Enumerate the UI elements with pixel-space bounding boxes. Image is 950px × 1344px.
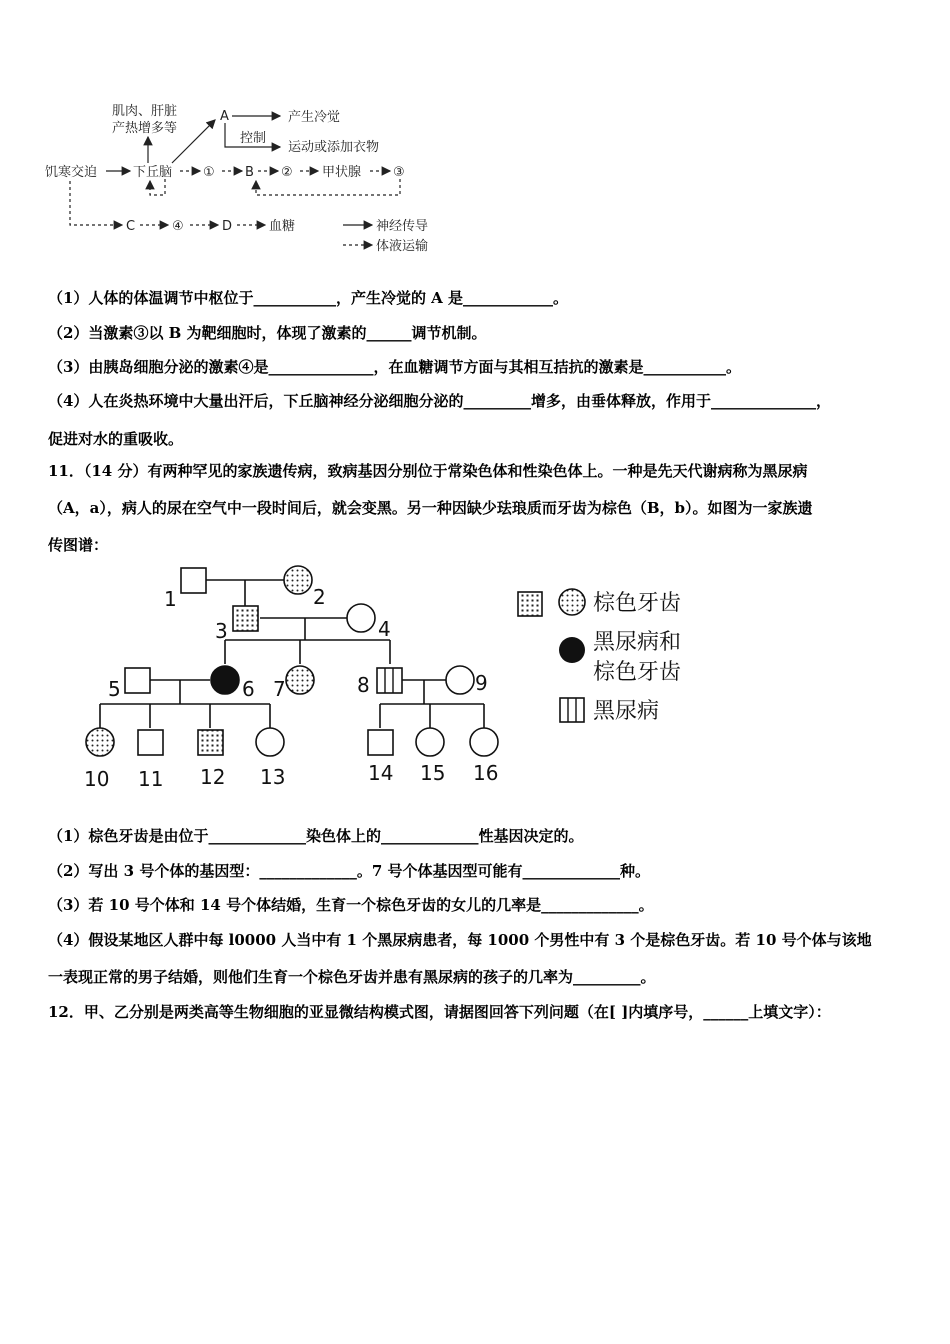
legend-alkaptonuria-symbol bbox=[560, 698, 584, 722]
hypothalamus-label: 下丘脑 bbox=[133, 165, 173, 180]
q10-line-5: 促进对水的重吸收。 bbox=[48, 430, 184, 448]
circle-2: ② bbox=[281, 165, 293, 180]
feedback-arrow bbox=[256, 179, 400, 195]
label-2: 2 bbox=[313, 585, 326, 609]
node-b: B bbox=[245, 165, 254, 180]
q11-intro-3: 传图谱： bbox=[48, 536, 109, 554]
label-4: 4 bbox=[378, 617, 391, 641]
individual-7 bbox=[286, 666, 314, 694]
label-13: 13 bbox=[260, 765, 286, 789]
label-7: 7 bbox=[273, 677, 286, 701]
q11-sub-3: （3）若 10 号个体和 14 号个体结婚，生育一个棕色牙齿的女儿的几率是_____________。 bbox=[48, 896, 654, 914]
q10-line-2: （2）当激素③以 B 为靶细胞时，体现了激素的______调节机制。 bbox=[48, 324, 487, 342]
label-9: 9 bbox=[475, 671, 488, 695]
individual-13 bbox=[256, 728, 284, 756]
q11-sub-4a: （4）假设某地区人群中每 l0000 人当中有 1 个黑尿病患者，每 1000 个男性中有 3 个是棕色牙齿。若 10 号个体与该地 bbox=[48, 931, 872, 949]
muscle-liver-label: 肌肉、肝脏 bbox=[112, 104, 178, 119]
cold-feeling-label: 产生冷觉 bbox=[288, 110, 341, 125]
label-15: 15 bbox=[420, 761, 446, 785]
individual-11 bbox=[138, 730, 163, 755]
node-a: A bbox=[220, 109, 229, 124]
q10-line-3: （3）由胰岛细胞分泌的激素④是______________，在血糖调节方面与其相互拮抗的激素是___________。 bbox=[48, 358, 741, 376]
individual-16 bbox=[470, 728, 498, 756]
circle-3: ③ bbox=[393, 165, 405, 180]
label-6: 6 bbox=[242, 677, 255, 701]
individual-9 bbox=[446, 666, 474, 694]
q10-line-1: （1）人体的体温调节中枢位于___________，产生冷觉的 A 是____________。 bbox=[48, 289, 569, 307]
label-3: 3 bbox=[215, 619, 228, 643]
circle-4: ④ bbox=[172, 219, 184, 234]
individual-6 bbox=[211, 666, 239, 694]
blood-sugar-label: 血糖 bbox=[269, 219, 296, 234]
legend-both-symbol bbox=[559, 637, 585, 663]
label-1: 1 bbox=[164, 587, 177, 611]
label-11: 11 bbox=[138, 767, 164, 791]
individual-8 bbox=[377, 668, 402, 693]
node-c: C bbox=[126, 219, 136, 234]
label-8: 8 bbox=[357, 673, 370, 697]
individual-12 bbox=[198, 730, 223, 755]
thyroid-label: 甲状腺 bbox=[322, 165, 362, 180]
legend-both-label-1: 黑尿病和 bbox=[593, 630, 682, 655]
individual-15 bbox=[416, 728, 444, 756]
node-d: D bbox=[222, 219, 233, 234]
legend-brown-female-symbol bbox=[559, 589, 585, 615]
cold-stress-label: 饥寒交迫 bbox=[45, 165, 98, 180]
label-10: 10 bbox=[84, 767, 110, 791]
legend-alkaptonuria-label: 黑尿病 bbox=[593, 699, 660, 724]
label-12: 12 bbox=[200, 765, 226, 789]
q11-sub-4b: 一表现正常的男子结婚，则他们生育一个棕色牙齿并患有黑尿病的孩子的几率为_________。 bbox=[48, 968, 656, 986]
exercise-clothes-label: 运动或添加衣物 bbox=[288, 140, 380, 155]
individual-1 bbox=[181, 568, 206, 593]
individual-10 bbox=[86, 728, 114, 756]
individual-3 bbox=[233, 606, 258, 631]
q11-sub-1: （1）棕色牙齿是由位于_____________染色体上的_____________性基因决定的。 bbox=[48, 827, 584, 845]
q10-line-4: （4）人在炎热环境中大量出汗后，下丘脑神经分泌细胞分泌的_________增多，由垂体释放，作用于______________， bbox=[48, 392, 831, 410]
label-14: 14 bbox=[368, 761, 394, 785]
label-5: 5 bbox=[108, 677, 121, 701]
q11-sub-2: （2）写出 3 号个体的基因型：_____________。7 号个体基因型可能有_____________种。 bbox=[48, 862, 650, 880]
individual-5 bbox=[125, 668, 150, 693]
individual-14 bbox=[368, 730, 393, 755]
pedigree-chart bbox=[70, 558, 740, 798]
heat-increase-label: 产热增多等 bbox=[112, 121, 178, 136]
q11-intro-1: 11．（14 分）有两种罕见的家族遗传病，致病基因分别位于常染色体和性染色体上。一种是先天代谢病称为黑尿病 bbox=[48, 462, 808, 480]
individual-4 bbox=[347, 604, 375, 632]
circle-1: ① bbox=[203, 165, 215, 180]
thermoregulation-diagram bbox=[40, 95, 460, 265]
individual-2 bbox=[284, 566, 312, 594]
legend-brown-male-symbol bbox=[518, 592, 542, 616]
arrow-to-c bbox=[70, 181, 122, 225]
label-16: 16 bbox=[473, 761, 499, 785]
q12-text: 12．甲、乙分别是两类高等生物细胞的亚显微结构模式图，请据图回答下列问题（在[ ]内填序号，______上填文字）： bbox=[48, 1003, 831, 1021]
q11-intro-2: （A，a），病人的尿在空气中一段时间后，就会变黑。另一种因缺少珐琅质而牙齿为棕色（B，b）。如图为一家族遗 bbox=[48, 499, 813, 517]
control-label: 控制 bbox=[240, 131, 267, 146]
legend-nerve-label: 神经传导 bbox=[376, 219, 429, 234]
legend-brown-label: 棕色牙齿 bbox=[593, 591, 682, 616]
legend-both-label-2: 棕色牙齿 bbox=[593, 660, 682, 685]
legend-fluid-label: 体液运输 bbox=[376, 239, 429, 254]
feedback-arrow-hypothalamus bbox=[150, 179, 165, 195]
arrow-to-a bbox=[172, 120, 215, 163]
